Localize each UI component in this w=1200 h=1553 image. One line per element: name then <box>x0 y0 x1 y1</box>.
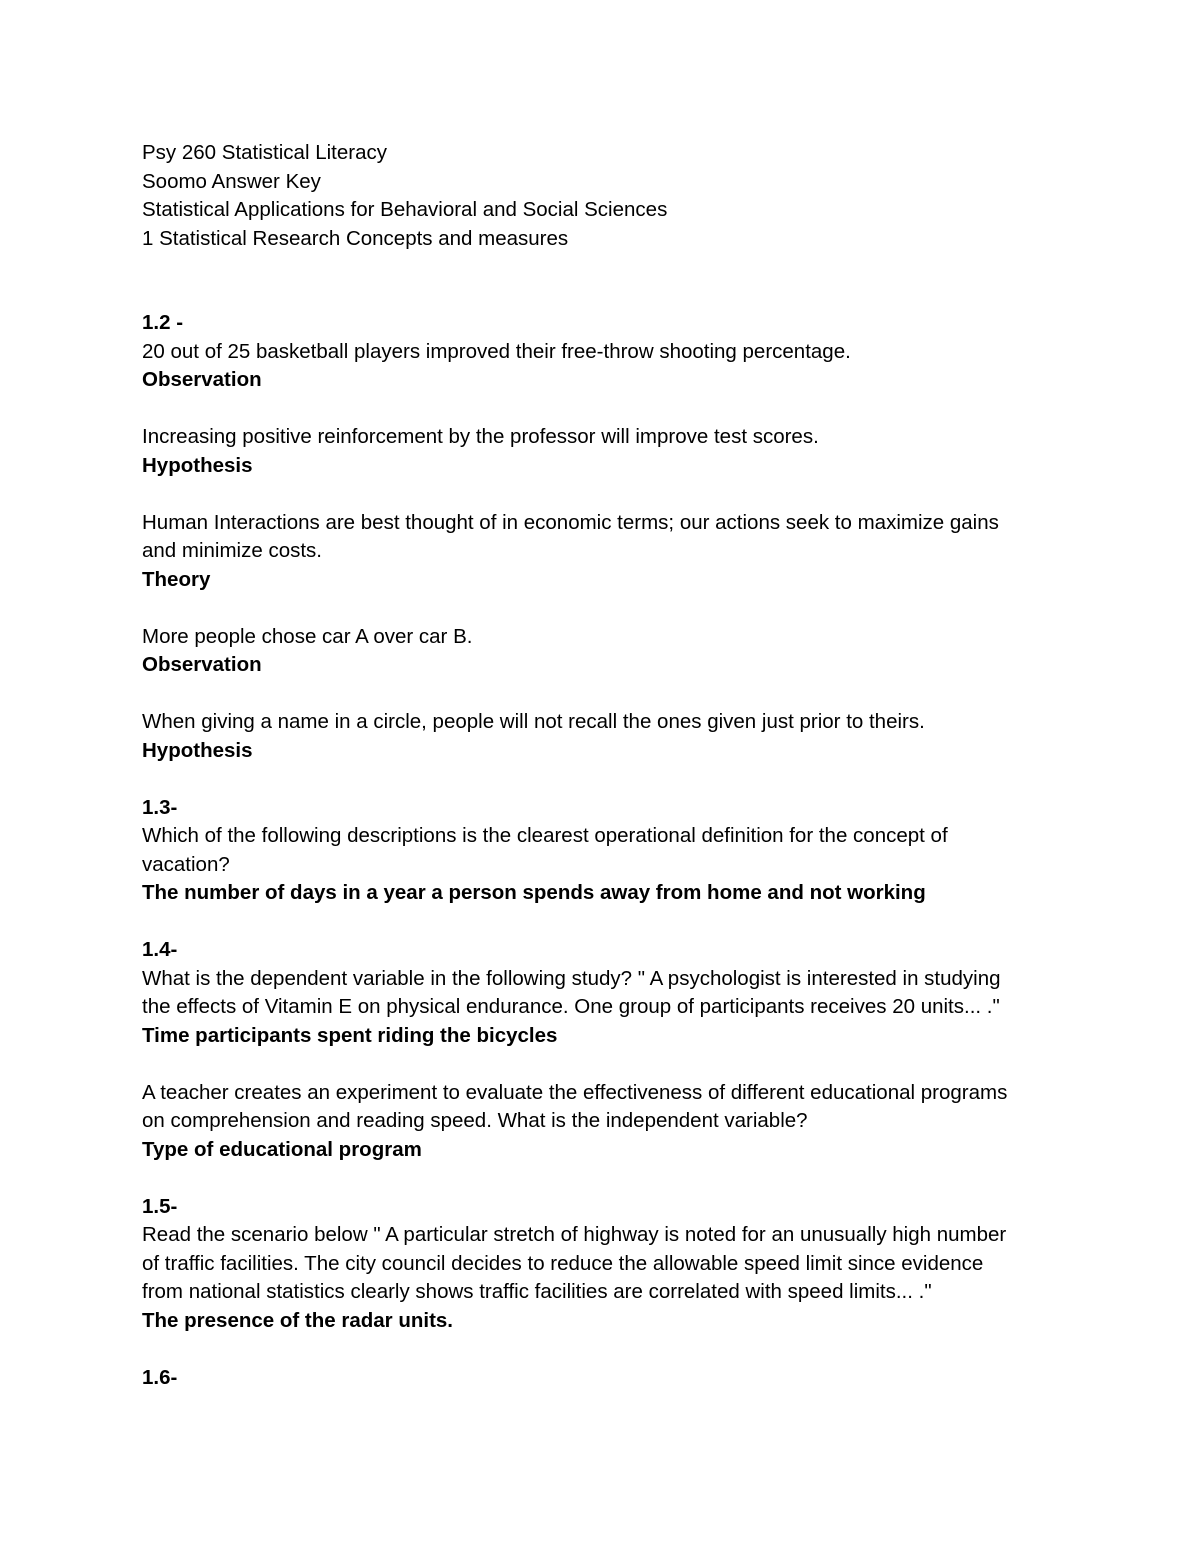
question-item <box>142 822 1062 908</box>
question-item <box>142 509 1062 595</box>
question-text-line: When giving a name in a circle, people will not recall the ones given just prior to theirs. <box>142 710 925 733</box>
chapter-title: 1 Statistical Research Concepts and measures <box>142 226 569 250</box>
section-spacer <box>142 908 1062 937</box>
question-text-line: from national statistics clearly shows traffic facilities are correlated with speed limits... ." <box>142 1280 932 1303</box>
question-text-line: Which of the following descriptions is the clearest operational definition for the concept of <box>142 824 948 847</box>
answer-text: Theory <box>142 567 211 591</box>
question-item <box>142 423 1062 480</box>
answer-text: The presence of the radar units. <box>142 1308 453 1332</box>
course-title: Psy 260 Statistical Literacy <box>142 141 387 164</box>
question-section <box>142 936 1062 1164</box>
question-text-line: More people chose car A over car B. <box>142 624 473 648</box>
question-text-line: Increasing positive reinforcement by the professor will improve test scores. <box>142 425 819 448</box>
section-number: 1.4- <box>142 938 178 961</box>
section-number: 1.6- <box>142 1365 178 1389</box>
answer-text: Observation <box>142 653 262 676</box>
question-text-line: What is the dependent variable in the following study? " A psychologist is interested in studying <box>142 966 1001 990</box>
answer-text: Time participants spent riding the bicycles <box>142 1023 558 1047</box>
document-subtitle: Soomo Answer Key <box>142 169 321 193</box>
question-section <box>142 1364 1062 1393</box>
question-text-line: on comprehension and reading speed. What is the independent variable? <box>142 1109 808 1132</box>
question-text-line: 20 out of 25 basketball players improved their free-throw shooting percentage. <box>142 339 851 363</box>
question-item <box>142 623 1062 680</box>
item-spacer <box>142 594 1062 623</box>
book-title: Statistical Applications for Behavioral and Social Sciences <box>142 198 668 221</box>
section-number: 1.2 - <box>142 311 184 334</box>
question-text-line: A teacher creates an experiment to evaluate the effectiveness of different educational programs <box>142 1080 1008 1104</box>
section-number: 1.3- <box>142 795 178 819</box>
question-text-line: vacation? <box>142 852 230 876</box>
question-text-line: and minimize costs. <box>142 539 323 562</box>
question-text-line: the effects of Vitamin E on physical endurance. One group of participants receives 20 units... ." <box>142 995 1000 1018</box>
item-spacer <box>142 680 1062 709</box>
answer-text: Type of educational program <box>142 1137 422 1161</box>
item-spacer <box>142 1050 1062 1079</box>
section-spacer <box>142 1335 1062 1364</box>
answer-text: Observation <box>142 368 262 391</box>
answer-text: The number of days in a year a person spends away from home and not working <box>142 881 926 904</box>
answer-text: Hypothesis <box>142 738 253 762</box>
section-number: 1.5- <box>142 1194 178 1218</box>
document-header <box>142 139 1062 253</box>
section-spacer <box>142 1164 1062 1193</box>
question-section <box>142 794 1062 908</box>
question-item <box>142 965 1062 1051</box>
answer-text: Hypothesis <box>142 453 253 477</box>
question-section <box>142 309 1062 765</box>
question-text-line: Human Interactions are best thought of in economic terms; our actions seek to maximize gains <box>142 510 999 534</box>
sections-container <box>142 309 1062 1392</box>
header-spacer <box>142 253 1062 309</box>
question-item <box>142 338 1062 395</box>
question-item <box>142 1221 1062 1335</box>
item-spacer <box>142 395 1062 424</box>
item-spacer <box>142 480 1062 509</box>
question-item <box>142 1079 1062 1165</box>
question-text-line: of traffic facilities. The city council decides to reduce the allowable speed limit since evidence <box>142 1251 984 1275</box>
document-body <box>142 139 1062 1392</box>
question-text-line: Read the scenario below " A particular stretch of highway is noted for an unusually high number <box>142 1223 1007 1246</box>
question-item <box>142 708 1062 765</box>
section-spacer <box>142 765 1062 794</box>
question-section <box>142 1193 1062 1336</box>
